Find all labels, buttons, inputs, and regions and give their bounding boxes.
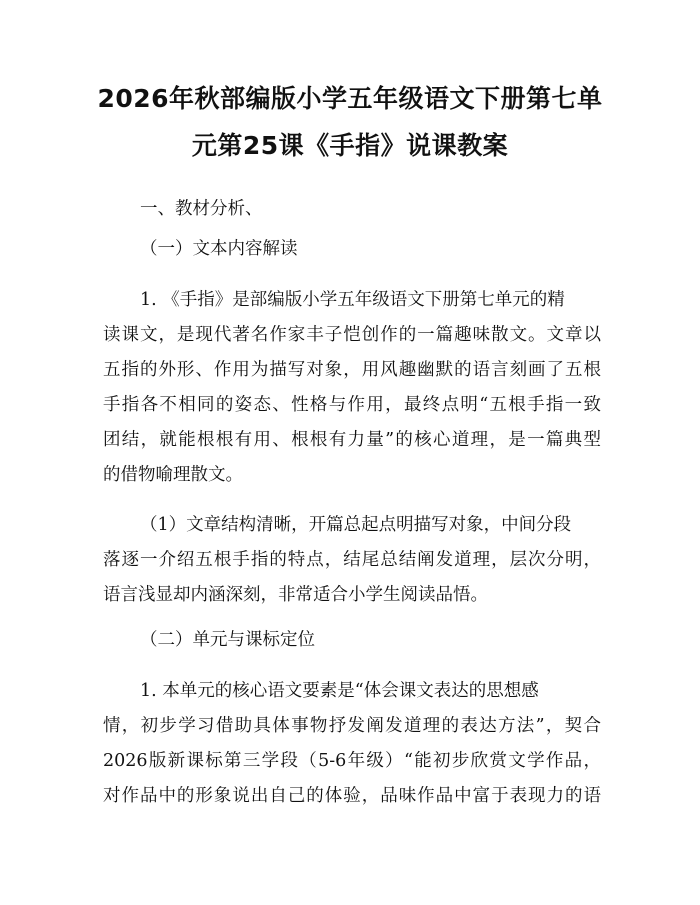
subsection-heading-text-interpretation: （一）文本内容解读 (140, 239, 298, 259)
document-title-line-2: 元第25课《手指》说课教案 (191, 131, 509, 160)
paragraph-line: 2026版新课标第三学段（5-6年级）“能初步欣赏文学作品， (103, 751, 601, 771)
paragraph-line: 团结，就能根根有用、根根有力量”的核心道理，是一篇典型 (103, 430, 601, 450)
paragraph-line: 手指各不相同的姿态、性格与作用，最终点明“五根手指一致 (103, 395, 601, 415)
paragraph-line: 情，初步学习借助具体事物抒发阐发道理的表达方法”，契合 (103, 716, 601, 736)
paragraph-line: 读课文，是现代著名作家丰子恺创作的一篇趣味散文。文章以 (103, 325, 601, 345)
paragraph-line: 落逐一介绍五根手指的特点，结尾总结阐发道理，层次分明， (103, 550, 601, 570)
paragraph-line: 1. 本单元的核心语文要素是“体会课文表达的思想感 (140, 681, 539, 701)
paragraph-line: 1. 《手指》是部编版小学五年级语文下册第七单元的精 (140, 290, 565, 310)
section-heading-textbook-analysis: 一、教材分析、 (140, 199, 263, 219)
paragraph-line: 五指的外形、作用为描写对象，用风趣幽默的语言刻画了五根 (103, 360, 601, 380)
paragraph-line: 对作品中的形象说出自己的体验，品味作品中富于表现力的语 (103, 786, 601, 806)
subsection-heading-unit-positioning: （二）单元与课标定位 (140, 630, 315, 650)
paragraph-line: 语言浅显却内涵深刻，非常适合小学生阅读品悟。 (103, 585, 488, 605)
paragraph-line: 的借物喻理散文。 (103, 465, 243, 485)
document-title-line-1: 2026年秋部编版小学五年级语文下册第七单 (97, 84, 603, 113)
paragraph-line: （1）文章结构清晰，开篇总起点明描写对象，中间分段 (140, 515, 572, 535)
